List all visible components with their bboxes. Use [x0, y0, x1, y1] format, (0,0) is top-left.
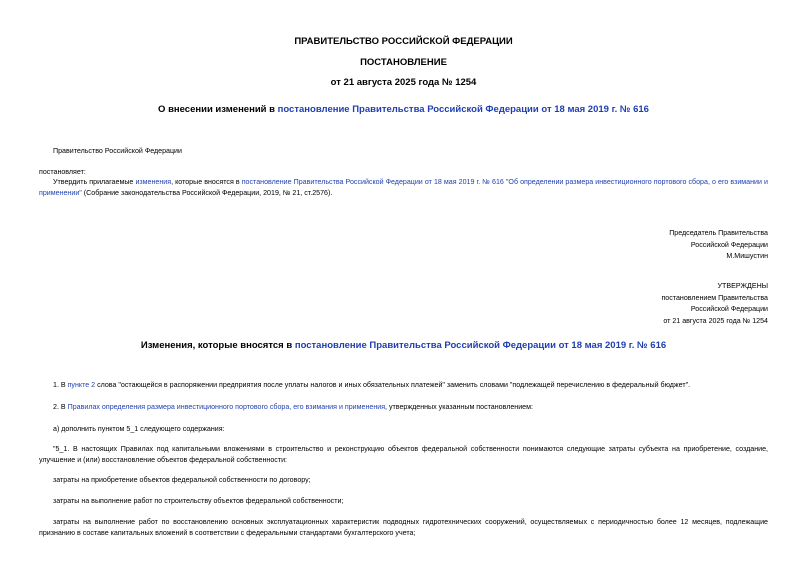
item-1-suffix: слова "остающейся в распоряжении предприятия после уплаты налогов и иных обязательных платежей" заменить словами "подлежащей перечислению в федеральный бюджет". — [95, 381, 691, 389]
item-1-prefix: 1. В — [53, 381, 68, 389]
approved-date: от 21 августа 2025 года № 1254 — [663, 316, 768, 325]
document-type: ПОСТАНОВЛЕНИЕ — [360, 57, 447, 68]
changes-link[interactable]: изменения — [135, 178, 172, 186]
approved-label: УТВЕРЖДЕНЫ — [717, 282, 768, 290]
document-date-number: от 21 августа 2025 года № 1254 — [330, 77, 477, 88]
document-title — [0, 104, 807, 115]
government-heading: ПРАВИТЕЛЬСТВО РОССИЙСКОЙ ФЕДЕРАЦИИ — [294, 36, 513, 47]
approved-by: постановлением Правительства — [661, 293, 768, 302]
decides-text: постановляет: — [39, 168, 86, 176]
approve-mid: , которые вносятся в — [171, 178, 242, 186]
approve-suffix: (Собрание законодательства Российской Федерации, 2019, № 21, ст.2576). — [81, 188, 333, 197]
item-2 — [53, 402, 533, 413]
signature-org: Российской Федерации — [690, 240, 768, 249]
signature-position: Председатель Правительства — [669, 229, 768, 237]
approve-paragraph — [39, 177, 768, 198]
cost-item-acquisition: затраты на приобретение объектов федеральной собственности по договору; — [53, 476, 311, 484]
changes-title-prefix: Изменения, которые вносятся в — [140, 340, 295, 351]
cost-item-construction: затраты на выполнение работ по строительству объектов федеральной собственности; — [53, 497, 344, 505]
approved-block — [661, 281, 768, 327]
item-2-suffix: , утвержденных указанным постановлением: — [385, 403, 533, 411]
signature-block — [669, 228, 768, 263]
item-1 — [53, 380, 690, 391]
document-title-prefix: О внесении изменений в — [158, 104, 278, 115]
item-5-1: "5_1. В настоящих Правилах под капитальными вложениями в строительство и реконструкцию объектов федеральной собственности понимаются следующие затраты субъекта на приобретение, создание, улучшение и (или) восстановление объектов федеральной собственности: — [39, 445, 768, 464]
approved-org: Российской Федерации — [690, 305, 768, 313]
item-2-prefix: 2. В — [53, 403, 68, 411]
approve-prefix: Утвердить прилагаемые — [53, 178, 136, 186]
changes-title — [0, 340, 807, 351]
government-name: Правительство Российской Федерации — [53, 147, 182, 155]
rules-link[interactable]: Правилах определения размера инвестиционного портового сбора, его взимания и применения — [67, 403, 386, 411]
item-a: а) дополнить пунктом 5_1 следующего содержания: — [53, 425, 225, 433]
signature-name: М.Мишустин — [726, 252, 768, 260]
title-decree-link[interactable]: постановление Правительства Российской Федерации от 18 мая 2019 г. № 616 — [277, 104, 649, 115]
cost-item-restoration: затраты на выполнение работ по восстановлению основных эксплуатационных характеристик подводных гидротехнических сооружений, осуществляемых с периодичностью более 12 месяцев, подлежащие признанию в составе капитальных вложений в соответствии с федеральными стандартами бухгалтерского учета; — [39, 518, 768, 537]
decree-616-link[interactable]: постановление Правительства Российской Федерации от 18 мая 2019 г. № 616 "Об определении размера инвестиционного портового сбора, о его взимании и применении" — [39, 178, 768, 197]
point-2-link[interactable]: пункте 2 — [67, 381, 96, 389]
changes-title-decree-link[interactable]: постановление Правительства Российской Федерации от 18 мая 2019 г. № 616 — [294, 340, 667, 351]
